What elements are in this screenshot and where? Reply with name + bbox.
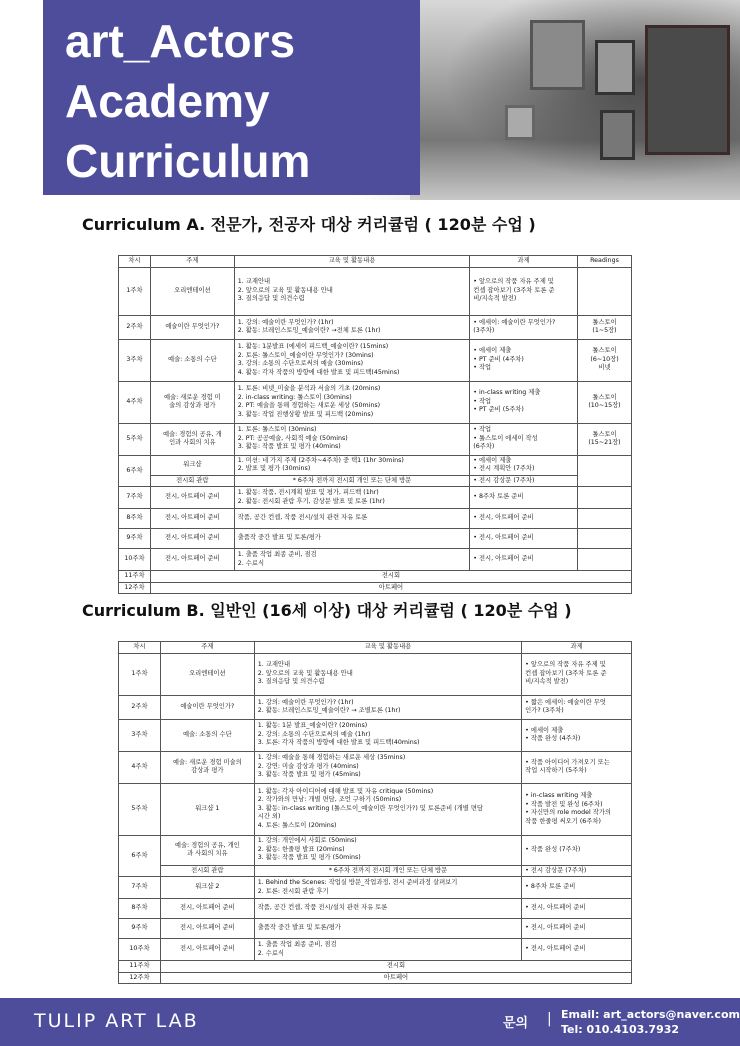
topic-cell: 워크샵 1 (160, 783, 254, 835)
week-cell: 9주차 (119, 529, 151, 549)
topic-cell: 전시, 아트페어 준비 (160, 919, 254, 939)
task-cell: • 전시, 아트페어 준비 (470, 529, 578, 549)
content-cell: 1. Behind the Scenes: 작업실 방문_작업과정, 전시 준비과정 살펴보기 2. 토론: 전시회 관람 후기 (254, 877, 521, 899)
table-row (119, 549, 632, 571)
table-row (119, 509, 632, 529)
title-line-1: art_Actors (65, 15, 296, 67)
table-row (119, 487, 632, 509)
table-row (119, 835, 632, 865)
topic-cell: 전시, 아트페어 준비 (150, 487, 234, 509)
content-cell: 1. 강의: 예술이란 무엇인가? (1hr) 2. 활동: 브레인스토밍_예술이란? → 조별토론 (1hr) (254, 695, 521, 719)
week-cell: 7주차 (119, 877, 161, 899)
topic-cell: 예술: 소통의 수단 (160, 719, 254, 751)
table-row (119, 899, 632, 919)
header-topic: 주제 (160, 642, 254, 654)
topic-cell: 전시회 관람 (160, 865, 254, 877)
curriculum-b-title: Curriculum B. 일반인 (16세 이상) 대상 커리큘럼 ( 120분 수업 ) (82, 601, 572, 620)
content-cell: 1. 미션: 네 가지 주제 (2주차~4주차) 중 택1 (1hr 30mins) 2. 발표 및 평가 (30mins) (234, 455, 469, 475)
week-cell: 9주차 (119, 919, 161, 939)
task-cell: • 8주차 토론 준비 (470, 487, 578, 509)
content-cell: 1. 강의: 예술을 통해 경험하는 새로운 세상 (35mins) 2. 강연: 미술 감상과 평가 (40mins) 3. 활동: 작품 발표 및 평가 (45mins) (254, 751, 521, 783)
content-cell: 1. 출품 작업 최종 준비, 점검 2. 수료식 (234, 549, 469, 571)
header-content: 교육 및 활동내용 (254, 642, 521, 654)
topic-cell: 전시회 관람 (150, 475, 234, 487)
task-cell: • 작업 • 톨스토이 에세이 작성 (6주차) (470, 423, 578, 455)
task-cell: • 짧은 에세이: 예술이란 무엇 인가? (3주차) (522, 695, 632, 719)
content-cell: 1. 활동: 각자 아이디어에 대해 발표 및 자유 critique (50mins) 2. 작가와의 만남: 개별 면담, 조언 구하기 (50mins) 3. 활동: in-class writing (톨스토이_예술이란 무엇인가?) 및 토론준비 (개별 면담 시간 외) 4. 토론: 톨스토이 (20mins) (254, 783, 521, 835)
readings-cell (578, 267, 632, 315)
topic-cell: 오리엔테이션 (150, 267, 234, 315)
table-row (119, 783, 632, 835)
header-week: 차시 (119, 642, 161, 654)
topic-cell: 예술: 소통의 수단 (150, 339, 234, 381)
week-cell: 3주차 (119, 719, 161, 751)
week-cell: 12주차 (119, 972, 161, 984)
task-cell: • 전시, 아트페어 준비 (470, 509, 578, 529)
header-topic: 주제 (150, 256, 234, 268)
readings-cell: 톨스토이 (15~21장) (578, 423, 632, 455)
week-cell: 6주차 (119, 835, 161, 877)
title-box (43, 0, 420, 195)
event-cell: 전시회 (160, 961, 631, 973)
event-cell: 아트페어 (160, 972, 631, 984)
topic-cell: 예술: 새로운 경험 미 술의 감상과 평가 (150, 381, 234, 423)
table-row (119, 919, 632, 939)
week-cell: 5주차 (119, 423, 151, 455)
content-cell: * 6주차 전까지 전시회 개인 또는 단체 방문 (254, 865, 521, 877)
content-cell: 출품작 중간 발표 및 토론/평가 (254, 919, 521, 939)
topic-cell: 전시, 아트페어 준비 (150, 509, 234, 529)
header-readings: Readings (578, 256, 632, 268)
task-cell: • 전시, 아트페어 준비 (522, 939, 632, 961)
week-cell: 1주차 (119, 653, 161, 695)
content-cell: 작품, 공간 컨셉, 작품 전시/설치 관련 자유 토론 (234, 509, 469, 529)
table-row (119, 751, 632, 783)
table-row (119, 939, 632, 961)
readings-cell (578, 509, 632, 529)
task-cell: • 전시 감상문 (7주차) (522, 865, 632, 877)
curriculum-b-table (118, 641, 632, 984)
week-cell: 10주차 (119, 549, 151, 571)
topic-cell: 전시, 아트페어 준비 (150, 529, 234, 549)
task-cell: • 작품 완성 (7주차) (522, 835, 632, 865)
contact-phone[interactable]: Tel: 010.4103.7932 (561, 1023, 680, 1036)
header-content: 교육 및 활동내용 (234, 256, 469, 268)
task-cell: • in-class writing 제출 • 작업 • PT 준비 (5주차) (470, 381, 578, 423)
title-line-2: Academy (65, 75, 270, 127)
week-cell: 2주차 (119, 315, 151, 339)
content-cell: 출품작 중간 발표 및 토론/평가 (234, 529, 469, 549)
header-task: 과제 (470, 256, 578, 268)
week-cell: 7주차 (119, 487, 151, 509)
contact-email[interactable]: Email: art_actors@naver.com (561, 1008, 740, 1021)
content-cell: 1. 활동: 작품, 전시계획 발표 및 평가, 피드백 (1hr) 2. 활동: 전시회 관람 후기, 감상문 발표 및 토론 (1hr) (234, 487, 469, 509)
readings-cell: 톨스토이 (6~10장) 비넷 (578, 339, 632, 381)
table-row (119, 475, 632, 487)
footer (0, 998, 740, 1046)
content-cell: 1. 토론: 비넷_미술을 분석과 서술의 기초 (20mins) 2. in-class writing: 톨스토이 (30mins) 2. PT: 예술을 통해 경험하는 새로운 세상 (50mins) 3. 활동: 작업 진행상황 발표 및 피드백 (20mins) (234, 381, 469, 423)
table-row (119, 315, 632, 339)
content-cell: 1. 교재안내 2. 앞으로의 교육 및 활동내용 안내 3. 질의응답 및 의견수렴 (254, 653, 521, 695)
content-cell: * 6주차 전까지 전시회 개인 또는 단체 방문 (234, 475, 469, 487)
topic-cell: 예술이란 무엇인가? (150, 315, 234, 339)
week-cell: 12주차 (119, 582, 151, 594)
task-cell: • 전시, 아트페어 준비 (522, 919, 632, 939)
topic-cell: 워크샵 2 (160, 877, 254, 899)
readings-cell: 톨스토이 (1~5장) (578, 315, 632, 339)
readings-cell: 톨스토이 (10~15장) (578, 381, 632, 423)
task-cell: • 에세이 제출 • 전시 계획안 (7주차) (470, 455, 578, 475)
task-cell: • 에세이 제출 • 작품 완성 (4주차) (522, 719, 632, 751)
table-row (119, 455, 632, 475)
topic-cell: 예술: 경험의 공유, 개 인과 사회의 치유 (150, 423, 234, 455)
readings-cell (578, 529, 632, 549)
week-cell: 6주차 (119, 455, 151, 487)
content-cell: 1. 강의: 예술이란 무엇인가? (1hr) 2. 활동: 브레인스토밍_예술이란? →전체 토론 (1hr) (234, 315, 469, 339)
table-row (119, 529, 632, 549)
curriculum-a-table (118, 255, 632, 594)
topic-cell: 예술이란 무엇인가? (160, 695, 254, 719)
table-row (119, 582, 632, 594)
table-row (119, 571, 632, 583)
week-cell: 11주차 (119, 961, 161, 973)
task-cell: • 에세이 제출 • PT 준비 (4주차) • 작업 (470, 339, 578, 381)
content-cell: 1. 교재안내 2. 앞으로의 교육 및 활동내용 안내 3. 질의응답 및 의견수렴 (234, 267, 469, 315)
table-header-row (119, 256, 632, 268)
content-cell: 1. 활동: 1분발표 (에세이 피드백_예술이란? (15mins) 2. 토론: 톨스토이_예술이란 무엇인가? (30mins) 3. 강의: 소통의 수단으로써의 예술 (30mins) 4. 활동: 각자 작품의 방향에 대한 발표 및 피드백(45mins) (234, 339, 469, 381)
content-cell: 1. 강의: 개인에서 사회로 (50mins) 2. 활동: 한줄평 발표 (20mins) 3. 활동: 작품 발표 및 평가 (50mins) (254, 835, 521, 865)
topic-cell: 워크샵 (150, 455, 234, 475)
header-week: 차시 (119, 256, 151, 268)
week-cell: 5주차 (119, 783, 161, 835)
topic-cell: 전시, 아트페어 준비 (160, 899, 254, 919)
curriculum-a-title: Curriculum A. 전문가, 전공자 대상 커리큘럼 ( 120분 수업 ) (82, 215, 536, 234)
task-cell: • 앞으로의 작품 자유 주제 및 컨셉 잡아보기 (3주차 토론 준 비/지속적 발전) (470, 267, 578, 315)
table-row (119, 339, 632, 381)
table-row (119, 719, 632, 751)
readings-cell (578, 549, 632, 571)
week-cell: 3주차 (119, 339, 151, 381)
content-cell: 1. 토론: 톨스토이 (30mins) 2. PT: 공공예술, 사회적 예술 (50mins) 3. 활동: 작품 발표 및 평가 (40mins) (234, 423, 469, 455)
table-row (119, 865, 632, 877)
title-line-3: Curriculum (65, 135, 311, 187)
week-cell: 8주차 (119, 509, 151, 529)
week-cell: 2주차 (119, 695, 161, 719)
table-row (119, 877, 632, 899)
task-cell: • 작품 아이디어 가져오기 또는 작업 시작하기 (5주차) (522, 751, 632, 783)
readings-cell (578, 455, 632, 487)
task-cell: • 전시, 아트페어 준비 (470, 549, 578, 571)
table-row (119, 653, 632, 695)
footer-logo: TULIP ART LAB (34, 1010, 199, 1032)
content-cell: 1. 출품 작업 최종 준비, 점검 2. 수료식 (254, 939, 521, 961)
gallery-photo (410, 0, 740, 200)
topic-cell: 오리엔테이션 (160, 653, 254, 695)
table-row (119, 972, 632, 984)
content-cell: 1. 활동: 1분 발표_예술이란? (20mins) 2. 강의: 소통의 수단으로써의 예술 (1hr) 3. 토론: 각자 작품의 방향에 대한 발표 및 피드백(40mins) (254, 719, 521, 751)
task-cell: • 에세이: 예술이란 무엇인가? (3주차) (470, 315, 578, 339)
task-cell: • 전시, 아트페어 준비 (522, 899, 632, 919)
task-cell: • 전시 감상문 (7주차) (470, 475, 578, 487)
header-banner (0, 0, 740, 200)
topic-cell: 예술: 경험의 공유, 개인 과 사회의 치유 (160, 835, 254, 865)
week-cell: 4주차 (119, 381, 151, 423)
topic-cell: 예술: 새로운 경험 미술의 감상과 평가 (160, 751, 254, 783)
content-cell: 작품, 공간 컨셉, 작품 전시/설치 관련 자유 토론 (254, 899, 521, 919)
footer-separator: | (547, 1011, 552, 1027)
table-row (119, 961, 632, 973)
table-header-row (119, 642, 632, 654)
week-cell: 4주차 (119, 751, 161, 783)
week-cell: 8주차 (119, 899, 161, 919)
week-cell: 11주차 (119, 571, 151, 583)
table-row (119, 695, 632, 719)
table-row (119, 381, 632, 423)
topic-cell: 전시, 아트페어 준비 (160, 939, 254, 961)
topic-cell: 전시, 아트페어 준비 (150, 549, 234, 571)
readings-cell (578, 487, 632, 509)
table-row (119, 423, 632, 455)
event-cell: 아트페어 (150, 582, 631, 594)
table-row (119, 267, 632, 315)
week-cell: 1주차 (119, 267, 151, 315)
task-cell: • 앞으로의 작품 자유 주제 및 컨셉 잡아보기 (3주차 토론 준 비/지속적 발전) (522, 653, 632, 695)
header-task: 과제 (522, 642, 632, 654)
contact-label: 문의 (503, 1016, 529, 1031)
event-cell: 전시회 (150, 571, 631, 583)
task-cell: • in-class writing 제출 • 작품 발전 및 완성 (6주차) • 자신만의 role model 작가의 작품 한줄평 써오기 (6주차) (522, 783, 632, 835)
week-cell: 10주차 (119, 939, 161, 961)
task-cell: • 8주차 토론 준비 (522, 877, 632, 899)
